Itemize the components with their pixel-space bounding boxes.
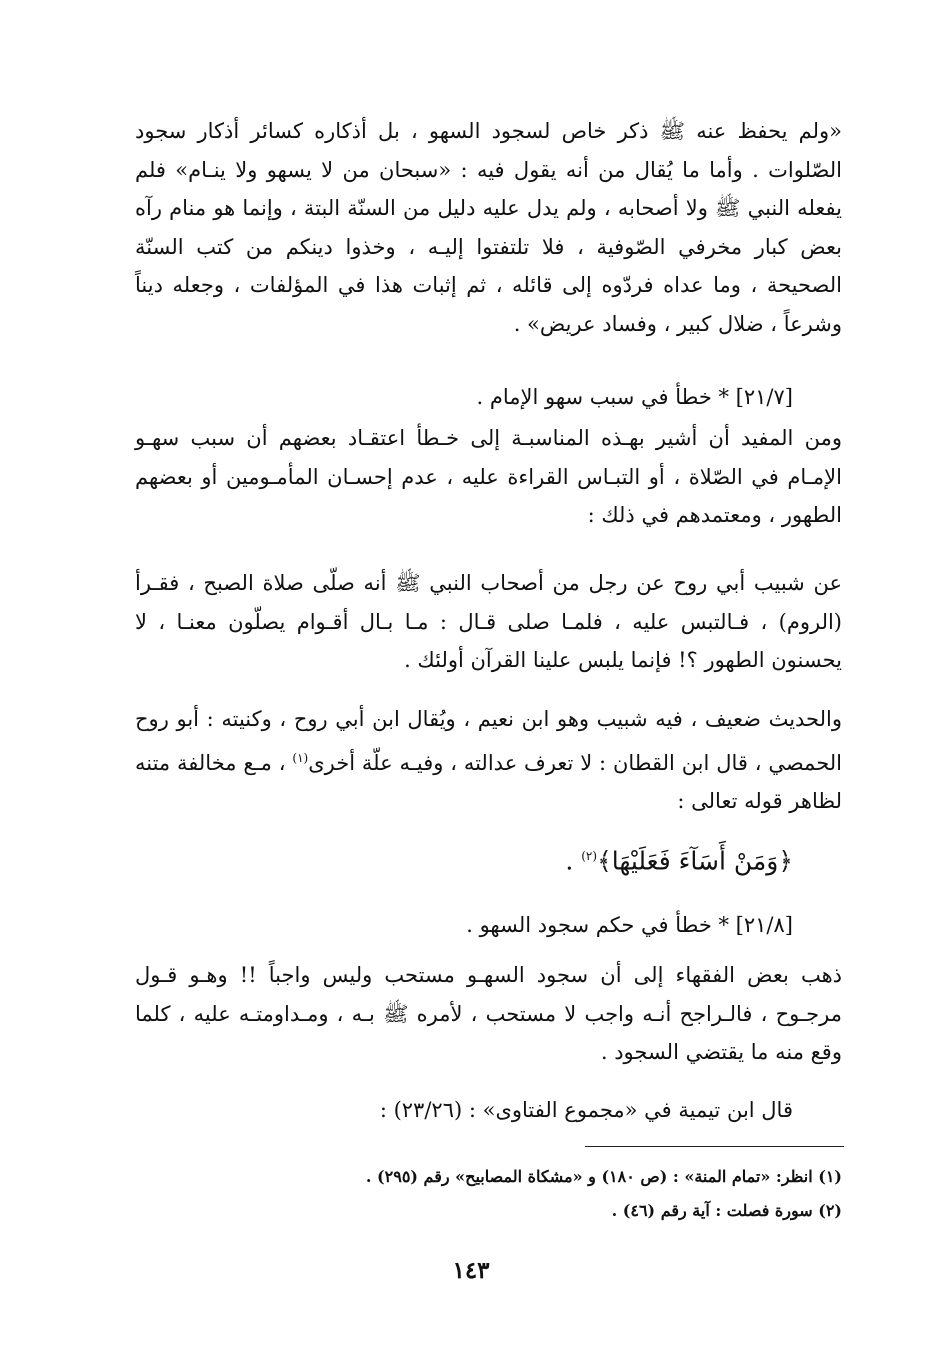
paragraph-text-part: والحديث ضعيف ، فيه شبيب وهو ابن نعيم ، ويُقال ابن أبي روح ، وكنيته : أبو روح الحمصي ، قال ابن القطان : لا تعرف عدالته ، وفيـه علّة أخرى	[135, 707, 842, 775]
paragraph-text	[135, 700, 842, 821]
hadith-grading-paragraph	[135, 700, 842, 821]
verse-text: ﴿وَمَنْ أَسَآءَ فَعَلَيْهَا﴾	[597, 846, 793, 876]
paragraph-text: ذهب بعض الفقهاء إلى أن سجود السهـو مستحب وليس واجباً !! وهـو قـول مرجـوح ، فالـراجح أنـه واجب لا مستحب ، لأمره ﷺ بـه ، ومـداومتـه عليه ، كلما وقع منه ما يقتضي السجود .	[135, 963, 842, 1064]
paragraph-sujood-ruling	[135, 956, 842, 1072]
quran-verse	[135, 834, 793, 883]
ibn-taymiyyah-citation: قال ابن تيمية في «مجموع الفتاوى» : (٢٣/٢٦) :	[379, 1098, 793, 1122]
footnote-1: (١) انظر: «تمام المنة» : (ص ١٨٠) و «مشكاة المصابيح» رقم (٢٩٥) .	[365, 1167, 842, 1186]
section-heading-21-7: [٢١/٧] * خطأ في سبب سهو الإمام .	[476, 385, 793, 409]
paragraph-text: عن شبيب أبي روح عن رجل من أصحاب النبي ﷺ أنه صلّى صلاة الصبح ، فقـرأ (الروم) ، فـالتبس عليه ، فلمـا صلى قـال : مـا بـال أقـوام يصلّون معنـا ، لا يحسنون الطهور ؟! فإنما يلبس علينا القرآن أولئك .	[135, 571, 842, 672]
footnote-marker-1: (١)	[292, 750, 309, 765]
footnote-divider	[585, 1146, 844, 1147]
hadith-paragraph	[135, 564, 842, 680]
paragraph-text: «ولم يحفظ عنه ﷺ ذكر خاص لسجود السهو ، بل أذكاره كسائر أذكار سجود الصّلوات . وأما ما يُقال من أنه يقول فيه : «سبحان من لا يسهو ولا ينـام» فلم يفعله النبي ﷺ ولا أصحابه ، ولم يدل عليه دليل من السنّة البتة ، وإنما هو منام رآه بعض كبار مخرفي الصّوفية ، فلا تلتفتوا إليـه ، وخذوا دينكم من كتب السنّة الصحيحة ، وما عداه فردّوه إلى قائله ، ثم إثبات هذا في المؤلفات ، وجعله ديناً وشرعاً ، ضلال كبير ، وفساد عريض» .	[135, 119, 842, 336]
section-heading-21-8: [٢١/٨] * خطأ في حكم سجود السهو .	[466, 913, 793, 937]
footnote-2: (٢) سورة فصلت : آية رقم (٤٦) .	[611, 1201, 842, 1220]
paragraph-imam-error	[135, 419, 842, 535]
paragraph-text-part: ، مـع مخالفة متنه لظاهر قوله تعالى :	[135, 750, 842, 813]
footnote-marker-2: (٢)	[581, 849, 598, 863]
paragraph-text: ومن المفيد أن أشير بهـذه المناسبـة إلى خـطأ اعتقـاد بعضهم أن سبب سهـو الإمـام في الصّلاة ، أو التبـاس القراءة عليه ، عدم إحسـان المأمـومين أو بعضهم الطهور ، ومعتمدهم في ذلك :	[135, 426, 842, 527]
quoted-paragraph	[135, 112, 842, 343]
footnotes	[135, 1160, 842, 1228]
page-number: ١٤٣	[452, 1257, 490, 1284]
verse-end: .	[565, 846, 582, 876]
